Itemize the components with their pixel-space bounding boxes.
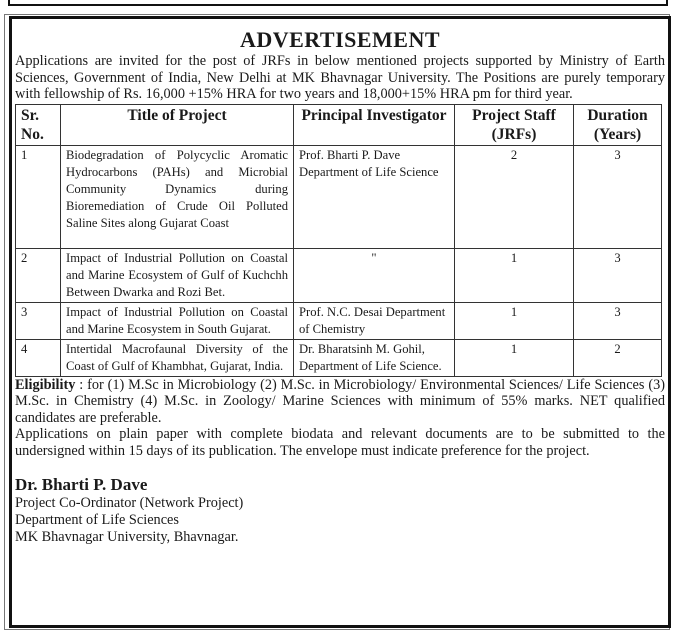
- header-pi: Principal Investigator: [294, 104, 455, 145]
- project-title: Impact of Industrial Pollution on Coastal and Marine Ecosystem of Gulf of Kuchchh Between Dwarka and Rozi Bet.: [61, 248, 294, 302]
- principal-investigator: Prof. Bharti P. Dave Department of Life Science: [294, 145, 455, 248]
- project-staff: 1: [455, 339, 574, 376]
- principal-investigator: Dr. Bharatsinh M. Gohil, Department of Life Science.: [294, 339, 455, 376]
- previous-ad-border: [8, 0, 668, 6]
- project-staff: 1: [455, 248, 574, 302]
- signatory-designation: Project Co-Ordinator (Network Project): [15, 495, 244, 511]
- sr-no: 3: [16, 302, 61, 339]
- header-staff: Project Staff (JRFs): [455, 104, 574, 145]
- sr-no: 4: [16, 339, 61, 376]
- duration: 2: [574, 339, 662, 376]
- sr-no: 2: [16, 248, 61, 302]
- table-header-row: [16, 104, 662, 145]
- principal-investigator: Prof. N.C. Desai Department of Chemistry: [294, 302, 455, 339]
- table-row: [16, 339, 662, 376]
- header-duration: Duration (Years): [574, 104, 662, 145]
- table-row: [16, 248, 662, 302]
- ad-title: ADVERTISEMENT: [239, 27, 441, 52]
- eligibility-label: Eligibility: [15, 376, 76, 393]
- project-title: Biodegradation of Polycyclic Aromatic Hydrocarbons (PAHs) and Microbial Community Dynamics during Bioremediation of Crude Oil Polluted Saline Sites along Gujarat Coast: [61, 145, 294, 248]
- advertisement-box: [9, 16, 671, 628]
- sr-no: 1: [16, 145, 61, 248]
- intro-paragraph: Applications are invited for the post of JRFs in below mentioned projects supported by Ministry of Earth Sciences, Government of India, New Delhi at MK Bhavnagar University. The Positions are purely temporary with fellowship of Rs. 16,000 +15% HRA for two years and 18,000+15% HRA pm for third year.: [15, 53, 665, 102]
- project-title: Intertidal Macrofaunal Diversity of the Coast of Gulf of Khambhat, Gujarat, India.: [61, 339, 294, 376]
- duration: 3: [574, 302, 662, 339]
- principal-investigator: ": [294, 248, 455, 302]
- signatory-university: MK Bhavnagar University, Bhavnagar.: [15, 529, 239, 545]
- projects-table: [15, 104, 662, 377]
- project-title: Impact of Industrial Pollution on Coastal and Marine Ecosystem in South Gujarat.: [61, 302, 294, 339]
- header-sr-no: Sr. No.: [16, 104, 61, 145]
- signatory-department: Department of Life Sciences: [15, 512, 179, 528]
- duration: 3: [574, 248, 662, 302]
- duration: 3: [574, 145, 662, 248]
- project-staff: 1: [455, 302, 574, 339]
- application-paragraph: Applications on plain paper with complete biodata and relevant documents are to be submitted to the undersigned within 15 days of its publication. The envelope must indicate preference for the project.: [15, 426, 665, 459]
- table-row: [16, 145, 662, 248]
- eligibility-text: : for (1) M.Sc in Microbiology (2) M.Sc. in Microbiology/ Environmental Sciences/ Life Sciences (3) M.Sc. in Chemistry (4) M.Sc. in Zoology/ Marine Sciences with minimum of 55% marks. NET qualified candidates are preferable.: [15, 376, 665, 426]
- table-row: [16, 302, 662, 339]
- header-title: Title of Project: [61, 104, 294, 145]
- project-staff: 2: [455, 145, 574, 248]
- signatory-name: Dr. Bharti P. Dave: [15, 475, 148, 494]
- eligibility-paragraph: [15, 377, 665, 427]
